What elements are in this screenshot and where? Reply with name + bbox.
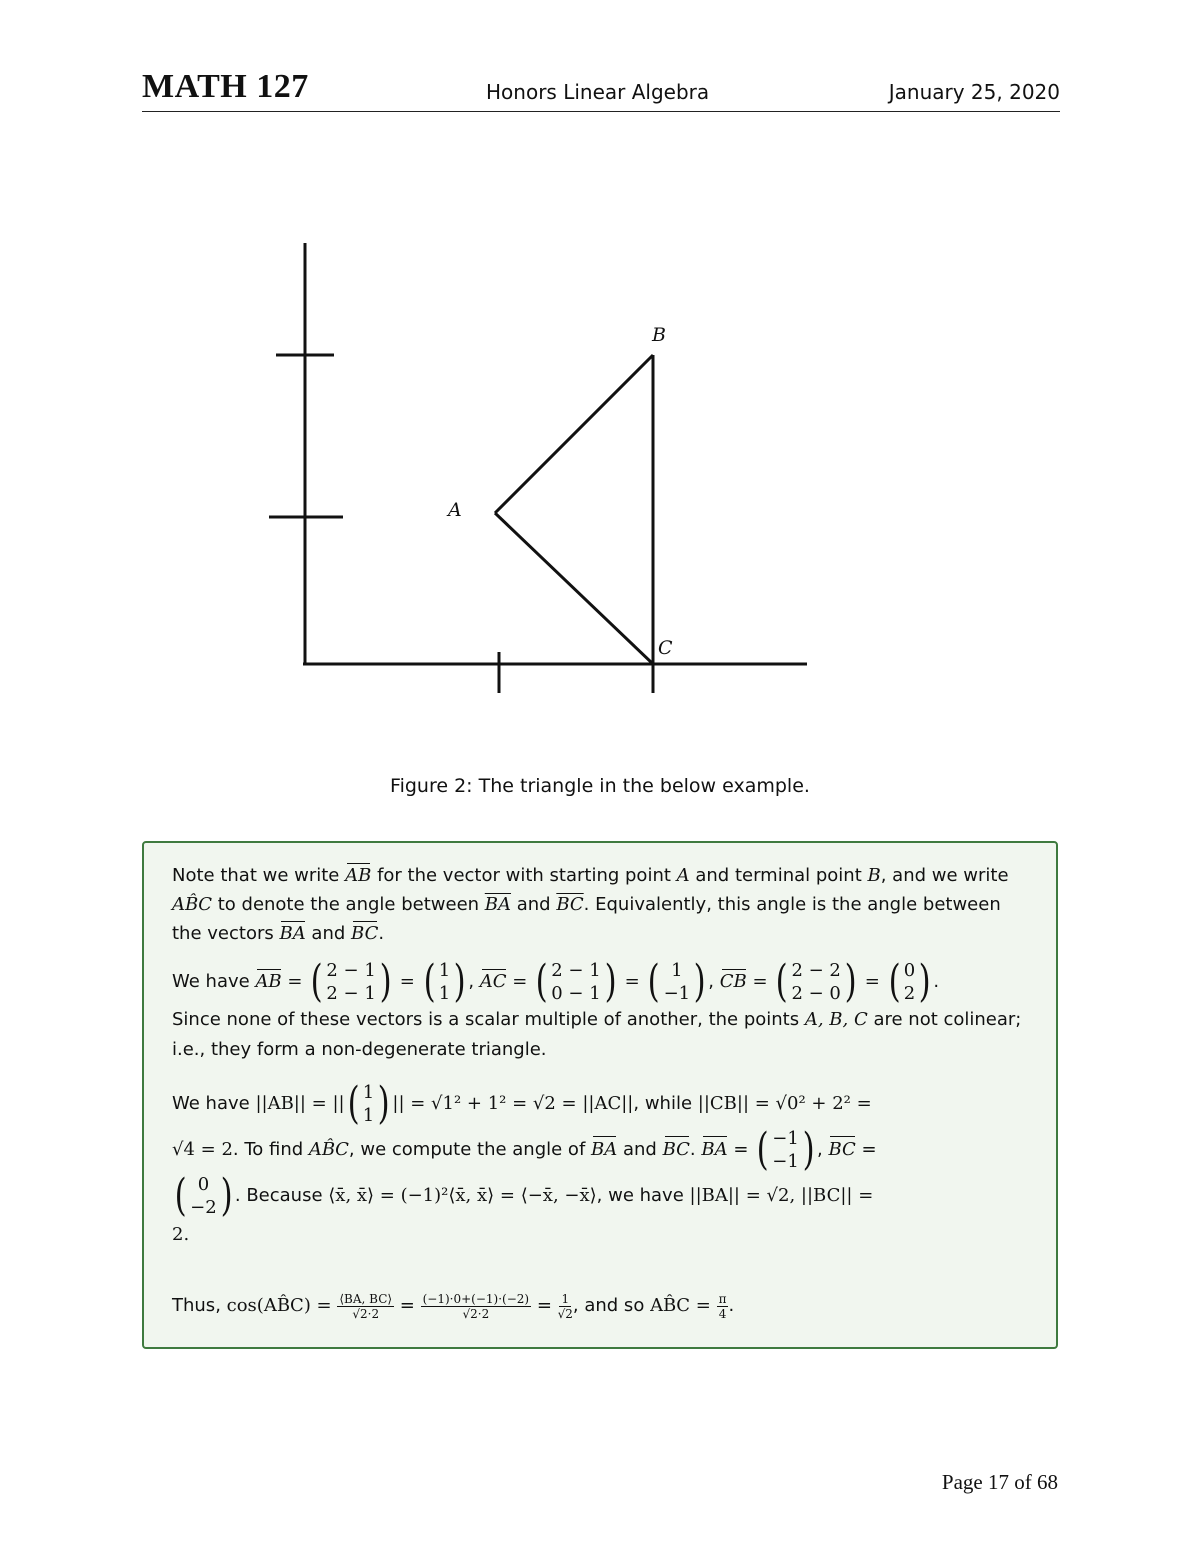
matrix: ( 2 − 2 2 − 0 ) — [775, 956, 857, 1007]
triangle-figure — [260, 235, 820, 700]
header-rule — [142, 111, 1060, 112]
page-number: Page 17 of 68 — [941, 1470, 1058, 1494]
note-paragraph-3: We have ||AB|| = || ( 1 1 ) || = √1² + 1² = √2 = ||AC||, while ||CB|| = √0² + 2² = √4 = 2. To find AB̂C, we compute the angle of BA and BC. BA = ( −1 −1 ) , BC = ( 0 −2 ) . Because ⟨x̄, x̄⟩ = (−1)²⟨x̄, x̄⟩ = ⟨−x̄, −x̄⟩, we have ||BA|| = √2, ||BC|| = 2. — [172, 1078, 877, 1245]
matrix: ( −1 −1 ) — [756, 1124, 815, 1175]
matrix: ( 0 −2 ) — [174, 1170, 233, 1221]
header-date: January 25, 2020 — [888, 80, 1060, 104]
fraction: $\frac{(-1)\cdot 0+(-1)\cdot(-2)}{√2\cdot 2}$ — [422, 1291, 530, 1321]
label-a: A — [448, 499, 462, 521]
fraction: $\frac{⟨BA, BC⟩}{√2\cdot 2}$ — [339, 1291, 393, 1321]
note-paragraph-4: Thus, cos(AB̂C) = $\frac{⟨BA, BC⟩}{√2\cdot 2}$ = $\frac{(-1)\cdot 0+(-1)\cdot(-2)}{√2\cdot 2}$ = $\frac{1}{√2}$ , and so AB̂C = $\frac{\pi}{4}$ . — [172, 1291, 735, 1321]
matrix: ( 2 − 1 0 − 1 ) — [535, 956, 617, 1007]
note-paragraph-1: Note that we write AB for the vector with starting point A and terminal point B, and we write AB̂C to denote the angle between $\overline{BA}$ and $\overline{BC}$. Equivalently, this angle is the angle between the vectors BA and BC. — [172, 861, 1032, 948]
segment-ab — [495, 355, 653, 513]
matrix: ( 1 1 ) — [347, 1078, 390, 1129]
page-header — [142, 68, 1060, 110]
figure-caption: Figure 2: The triangle in the below example. — [390, 775, 810, 797]
fraction: $\frac{\pi}{4}$ — [718, 1291, 727, 1321]
label-c: C — [658, 637, 673, 659]
course-title: MATH 127 — [142, 68, 309, 105]
note-box — [142, 841, 1058, 1349]
matrix: ( 1 −1 ) — [647, 956, 706, 1007]
note-paragraph-2: We have AB = ( 2 − 1 2 − 1 ) = ( 1 1 ) , AC = ( 2 − 1 0 − 1 ) = ( 1 −1 ) , CB = ( 2 − 2 2 − 0 ) = ( 0 2 ) . Since none of these vectors is a scalar multiple of another, the points A, B, C are not colinear; i.e., they form a non-degenerate triangle. — [172, 956, 1022, 1060]
matrix: ( 2 − 1 2 − 1 ) — [310, 956, 392, 1007]
matrix: ( 1 1 ) — [423, 956, 466, 1007]
segment-ac — [495, 513, 653, 664]
label-b: B — [652, 324, 666, 346]
subject-title: Honors Linear Algebra — [486, 80, 710, 104]
matrix: ( 0 2 ) — [888, 956, 931, 1007]
fraction: $\frac{1}{√2}$ — [557, 1291, 573, 1321]
